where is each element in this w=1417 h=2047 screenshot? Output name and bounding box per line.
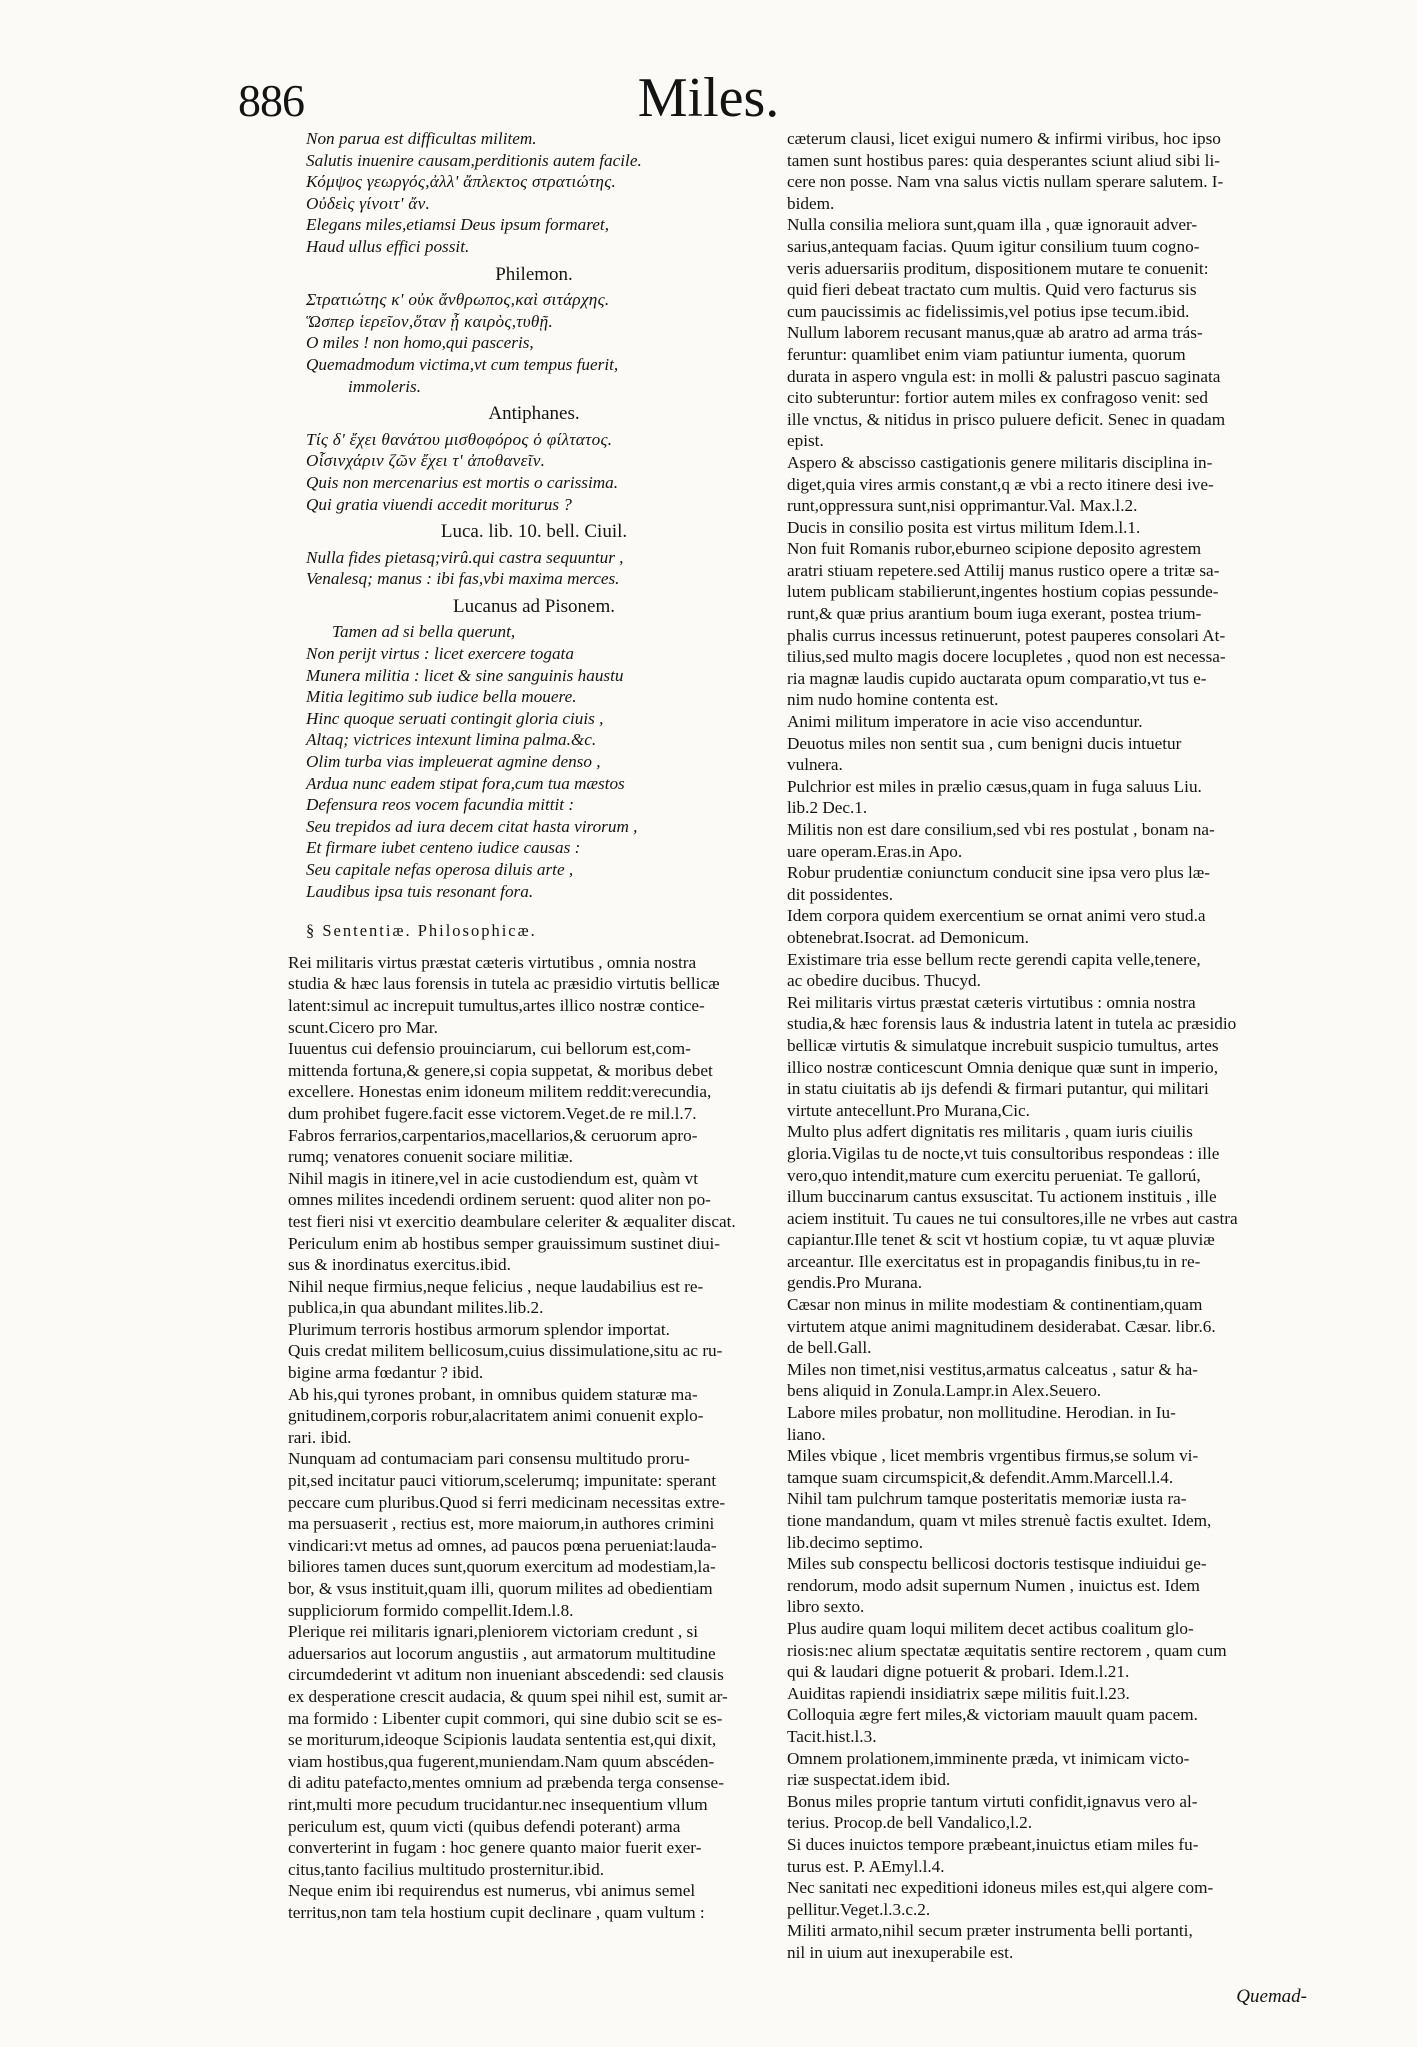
text-line: Omnem prolationem,imminente præda, vt inimicam victo- bbox=[787, 1748, 1190, 1768]
text-line: Bonus miles proprie tantum virtuti confidit,ignavus vero al- bbox=[787, 1791, 1198, 1811]
greek-line: Κόμψος γεωργός,ἀλλ' ἄπλεκτος στρατιώτης. bbox=[306, 172, 617, 192]
text-line: Quis credat militem bellicosum,cuius dissimulatione,situ ac ru- bbox=[288, 1341, 723, 1361]
lucan-heading: Luca. lib. 10. bell. Ciuil. bbox=[440, 521, 628, 543]
text-line: vindicari:vt metus ad omnes, ad paucos pœna perueniat:lauda- bbox=[288, 1535, 717, 1555]
text-line: tione mandandum, quam vt miles strenuè factis exultet. Idem, bbox=[787, 1511, 1212, 1530]
text-line: Auiditas rapiendi insidiatrix sæpe militis fuit.l.23. bbox=[787, 1683, 1130, 1703]
right-column bbox=[787, 128, 1305, 1963]
text-line: Tacit.hist.l.3. bbox=[787, 1726, 877, 1746]
text-line: qui & laudari digne potuerit & probari. Idem.l.21. bbox=[787, 1662, 1130, 1682]
text-line: Existimare tria esse bellum recte gerendi capita velle,tenere, bbox=[787, 949, 1201, 969]
greek-line: Ὥσπερ ἱερεῖον,ὅταν ᾖ καιρὸς,τυθῇ. bbox=[306, 311, 554, 331]
text-line: bellicæ virtutis & simulatque increbuit suspicio tumultus, artes bbox=[787, 1035, 1219, 1055]
text-line: bor, & vsus instituit,quam illi, quorum milites ad obedientiam bbox=[288, 1579, 713, 1598]
text-line: cito subteruntur: fortior autem miles ex confragoso venit: sed bbox=[787, 388, 1208, 408]
text-line: suppliciorum formido compellit.Idem.l.8. bbox=[288, 1600, 574, 1620]
text-line: ma persuaserit , rectius est, more maiorum,in authores crimini bbox=[288, 1514, 715, 1534]
verse-line: Olim turba vias impleuerat agmine denso , bbox=[306, 752, 601, 772]
text-line: turus est. P. AEmyl.l.4. bbox=[787, 1856, 945, 1876]
text-line: studia & hæc laus forensis in tutela ac præsidio virtutis bellicæ bbox=[288, 974, 720, 994]
verse-line: Hinc quoque seruati contingit gloria ciuis , bbox=[306, 708, 604, 728]
text-line: Labore miles probatur, non mollitudine. Herodian. in Iu- bbox=[787, 1403, 1176, 1423]
verse-line: O miles ! non homo,qui pasceris, bbox=[306, 333, 534, 353]
text-line: territus,non tam tela hostium cupit declinare , quam vultum : bbox=[288, 1902, 705, 1922]
text-line: lutem publicam stabilierunt,ingentes hostium copias pessunde- bbox=[787, 582, 1219, 602]
text-line: citus,tanto facilius multitudo prosternitur.ibid. bbox=[288, 1859, 605, 1879]
text-line: se moriturum,ideoque Scipionis laudata sententia est,qui dixit, bbox=[288, 1730, 717, 1750]
text-line: durata in aspero vngula est: in molli & palustri pascuo saginata bbox=[787, 366, 1221, 386]
greek-line: Οὐδεὶς γίνοιτ' ἄν. bbox=[306, 193, 431, 213]
text-line: pit,sed incitatur pauci vitiorum,scelerumq; impunitate: sperant bbox=[288, 1471, 717, 1491]
text-line: Nihil magis in itinere,vel in acie custodiendum est, quàm vt bbox=[288, 1168, 699, 1188]
text-line: omnes milites incedendi ordinem seruent: quod aliter non po- bbox=[288, 1190, 711, 1210]
text-line: Pulchrior est miles in prælio cæsus,quam in fuga saluus Liu. bbox=[787, 776, 1202, 796]
text-line: riosis:nec alium spectatæ æquitatis sentire rectorem , quam cum bbox=[787, 1640, 1227, 1660]
greek-line: Οἷσινχάριν ζῶν ἔχει τ' ἀποθανεῖν. bbox=[306, 451, 546, 471]
text-line: ex desperatione crescit audacia, & quum spei nihil est, sumit ar- bbox=[288, 1686, 728, 1706]
text-line: terius. Procop.de bell Vandalico,l.2. bbox=[787, 1813, 1033, 1833]
text-line: dit possidentes. bbox=[787, 884, 893, 904]
verse-line: Ardua nunc eadem stipat fora,cum tua mæstos bbox=[306, 773, 625, 793]
verse-line: Nulla fides pietasq;virû.qui castra sequuntur , bbox=[306, 547, 624, 567]
text-line: Nullum laborem recusant manus,quæ ab aratro ad arma trás- bbox=[787, 323, 1203, 343]
verse-intro bbox=[288, 128, 780, 258]
text-line: ma formido : Libenter cupit commori, qui sine dubio scit se es- bbox=[288, 1708, 723, 1728]
verse-line: Venalesq; manus : ibi fas,vbi maxima merces. bbox=[306, 569, 620, 589]
text-line: capiantur.Ille tenet & scit vt hostium copiæ, tu vt aquæ pluviæ bbox=[787, 1230, 1215, 1250]
text-line: diget,quia vires armis constant,q æ vbi a recto itinere desi ive- bbox=[787, 474, 1214, 494]
text-line: rint,multi more pecudum trucidantur.nec insequentium vllum bbox=[288, 1794, 708, 1814]
verse-line: Non perijt virtus : licet exercere togata bbox=[306, 644, 574, 664]
text-line: Robur prudentiæ coniunctum conducit sine ipsa vero plus læ- bbox=[787, 863, 1210, 883]
text-line: Miles non timet,nisi vestitus,armatus calceatus , satur & ha- bbox=[787, 1359, 1198, 1379]
text-line: ille vnctus, & nitidus in prisco puluere deficit. Senec in quadam bbox=[787, 409, 1226, 429]
text-line: latent:simul ac increpuit tumultus,artes illico nostræ contice- bbox=[288, 995, 705, 1015]
text-line: sus & inordinatus exercitus.ibid. bbox=[288, 1255, 511, 1275]
text-line: Animi militum imperatore in acie viso accenduntur. bbox=[787, 712, 1143, 732]
text-line: rari. ibid. bbox=[288, 1427, 352, 1447]
text-line: gnitudinem,corporis robur,alacritatem animi conuenit explo- bbox=[288, 1406, 704, 1426]
text-line: dum prohibet fugere.facit esse victorem.Veget.de re mil.l.7. bbox=[288, 1103, 697, 1123]
text-line: libro sexto. bbox=[787, 1597, 865, 1617]
text-line: virtutem atque animi magnitudinem desiderabat. Cæsar. libr.6. bbox=[787, 1316, 1216, 1336]
text-line: Rei militaris virtus præstat cæteris virtutibus , omnia nostra bbox=[288, 952, 697, 972]
antiphanes-heading: Antiphanes. bbox=[488, 403, 580, 425]
verse-line: Laudibus ipsa tuis resonant fora. bbox=[306, 881, 534, 901]
text-line: biliores tamen duces sunt,quorum exercitum ad modestiam,la- bbox=[288, 1557, 716, 1577]
text-line: ria magnæ laudis cupido auctarata opum comparatio,vt tus e- bbox=[787, 668, 1207, 688]
section-title: § Sententiæ. Philosophicæ. bbox=[306, 921, 537, 941]
philemon-heading: Philemon. bbox=[495, 263, 573, 285]
verse-line: Et firmare iubet centeno iudice causas : bbox=[306, 838, 581, 858]
text-line: ac obedire ducibus. Thucyd. bbox=[787, 971, 981, 991]
text-line: illum buccinarum cantus exsuscitat. Tu actionem instituis , ille bbox=[787, 1187, 1217, 1207]
text-line: runt,oppressura sunt,nisi opprimantur.Val. Max.l.2. bbox=[787, 496, 1138, 516]
verse-line: Defensura reos vocem facundia mittit : bbox=[306, 795, 575, 815]
text-line: liano. bbox=[787, 1424, 826, 1444]
text-line: converterint in fugam : hoc genere quanto maior fuerit exer- bbox=[288, 1838, 702, 1858]
text-line: publica,in qua abundant milites.lib.2. bbox=[288, 1298, 544, 1318]
text-line: Neque enim ibi requirendus est numerus, vbi animus semel bbox=[288, 1881, 696, 1901]
verse-line: Elegans miles,etiamsi Deus ipsum formaret, bbox=[306, 215, 609, 235]
text-line: de bell.Gall. bbox=[787, 1338, 872, 1358]
text-line: Nunquam ad contumaciam pari consensu multitudo proru- bbox=[288, 1449, 690, 1469]
text-line: studia,& hæc forensis laus & industria latent in tutela ac præsidio bbox=[787, 1014, 1237, 1034]
text-line: mittenda fortuna,& genere,si copia suppetat, & moribus debet bbox=[288, 1060, 713, 1080]
text-line: rumq; venatores conuenit sociare militiæ. bbox=[288, 1147, 573, 1167]
verse-line: Quis non mercenarius est mortis o carissima. bbox=[306, 472, 619, 492]
text-line: Fabros ferrarios,carpentarios,macellarios,& ceruorum apro- bbox=[288, 1125, 698, 1145]
text-line: lib.2 Dec.1. bbox=[787, 798, 868, 818]
text-line: obtenebrat.Isocrat. ad Demonicum. bbox=[787, 927, 1029, 947]
text-line: test fieri nisi vt exercitio deambulare celeriter & æqualiter discat. bbox=[288, 1211, 736, 1231]
text-line: cæterum clausi, licet exigui numero & infirmi viribus, hoc ipso bbox=[787, 129, 1221, 148]
text-line: viam hostibus,qua fugerent,muniendam.Nam quum abscéden- bbox=[288, 1751, 715, 1771]
text-line: lib.decimo septimo. bbox=[787, 1532, 924, 1552]
text-line: peccare cum pluribus.Quod si ferri medicinam necessitas extre- bbox=[288, 1492, 726, 1512]
text-line: scunt.Cicero pro Mar. bbox=[288, 1017, 438, 1037]
text-line: vero,quo intendit,mature cum exercitu perueniat. Te gallorú, bbox=[787, 1165, 1201, 1185]
verse-line: immoleris. bbox=[348, 376, 422, 396]
text-line: runt,& quæ prius arantium boum iuga exerant, postea trium- bbox=[787, 604, 1202, 624]
text-line: excellere. Honestas enim idoneum militem reddit:verecundia, bbox=[288, 1082, 712, 1102]
text-line: quid fieri debeat tractato cum multis. Quid vero facturus sis bbox=[787, 280, 1197, 300]
prose-block bbox=[787, 128, 1305, 1963]
text-line: di aditu patefacto,mentes omnium ad præbenda terga consense- bbox=[288, 1773, 724, 1793]
text-line: sarius,antequam facias. Quum igitur consilium tuum cogno- bbox=[787, 236, 1200, 256]
text-line: circumdederint vt aditum non inueniant abscedendi: sed clausis bbox=[288, 1665, 724, 1685]
text-line: Plurimum terroris hostibus armorum splendor importat. bbox=[288, 1319, 670, 1339]
greek-line: Τίς δ' ἔχει θανάτου μισθοφόρος ὁ φίλτατος. bbox=[306, 429, 613, 449]
text-line: Aspero & abscisso castigationis genere militaris disciplina in- bbox=[787, 452, 1213, 472]
text-line: in statu ciuitatis ab ijs defendi & firmari putantur, qui militari bbox=[787, 1079, 1209, 1099]
text-line: gendis.Pro Murana. bbox=[787, 1273, 923, 1293]
text-line: cere non posse. Nam vna salus victis nullam sperare salutem. I- bbox=[787, 172, 1224, 192]
text-line: Nihil neque firmius,neque felicius , neque laudabilius est re- bbox=[288, 1276, 704, 1296]
text-line: Miles vbique , licet membris vrgentibus firmus,se solum vi- bbox=[787, 1446, 1199, 1466]
text-line: Rei militaris virtus præstat cæteris virtutibus : omnia nostra bbox=[787, 992, 1196, 1012]
text-line: Miles sub conspectu bellicosi doctoris testisque indiuidui ge- bbox=[787, 1554, 1207, 1574]
running-head: Miles. bbox=[637, 67, 780, 129]
verse-line: Qui gratia viuendi accedit moriturus ? bbox=[306, 494, 572, 514]
text-line: Iuuentus cui defensio prouinciarum, cui bellorum est,com- bbox=[288, 1039, 691, 1059]
text-line: Multo plus adfert dignitatis res militaris , quam iuris ciuilis bbox=[787, 1122, 1193, 1142]
piso-heading: Lucanus ad Pisonem. bbox=[452, 595, 615, 617]
text-line: Nec sanitati nec expeditioni idoneus miles est,qui algere com- bbox=[787, 1878, 1214, 1898]
catchword: Quemad- bbox=[1236, 1986, 1307, 2007]
text-line: Deuotus miles non sentit sua , cum benigni ducis intuetur bbox=[787, 733, 1182, 753]
text-line: phalis currus incessus retinuerunt, potest pauperes consolari At- bbox=[787, 625, 1226, 645]
text-line: rendorum, modo adsit supernum Numen , inuictus est. Idem bbox=[787, 1575, 1200, 1595]
text-line: nil in uium aut inexuperabile est. bbox=[787, 1942, 1014, 1962]
text-line: riæ suspectat.idem ibid. bbox=[787, 1770, 951, 1790]
text-line: aratri stiuam repetere.sed Attilij manus rustico opere a tritæ sa- bbox=[787, 560, 1220, 580]
text-line: Ab his,qui tyrones probant, in omnibus quidem staturæ ma- bbox=[288, 1384, 698, 1404]
text-line: feruntur: quamlibet enim viam patiuntur iumenta, quorum bbox=[787, 344, 1186, 364]
text-line: uare operam.Eras.in Apo. bbox=[787, 841, 963, 861]
text-line: Nihil tam pulchrum tamque posteritatis memoriæ iusta ra- bbox=[787, 1489, 1187, 1509]
verse-line: Seu trepidos ad iura decem citat hasta virorum , bbox=[306, 816, 638, 836]
text-line: Nulla consilia meliora sunt,quam illa , quæ ignorauit adver- bbox=[787, 215, 1198, 235]
text-line: Militi armato,nihil secum præter instrumenta belli portanti, bbox=[787, 1921, 1193, 1941]
verse-line: Altaq; victrices intexunt limina palma.&c. bbox=[306, 730, 597, 750]
text-line: epist. bbox=[787, 431, 824, 451]
text-line: tamen sunt hostibus pares: quia desperantes sciunt aliud sibi li- bbox=[787, 150, 1220, 170]
verse-line: Quemadmodum victima,vt cum tempus fuerit, bbox=[306, 354, 619, 374]
text-line: virtute antecellunt.Pro Murana,Cic. bbox=[787, 1100, 1030, 1120]
left-column bbox=[288, 128, 780, 1924]
text-line: aduersarios aut locorum angustiis , aut armatorum multitudine bbox=[288, 1643, 716, 1663]
text-line: tilius,sed multo magis docere locupletes , quod non est necessa- bbox=[787, 647, 1226, 667]
verse-line: Haud ullus effici possit. bbox=[306, 236, 470, 256]
verse-line: Non parua est difficultas militem. bbox=[306, 129, 537, 148]
verse-line: Seu capitale nefas operosa diluis arte , bbox=[306, 860, 574, 879]
text-line: Idem corpora quidem exercentium se ornat animi vero stud.a bbox=[787, 906, 1206, 926]
text-line: Plerique rei militaris ignari,pleniorem victoriam credunt , si bbox=[288, 1622, 698, 1642]
text-line: Cæsar non minus in milite modestiam & continentiam,quam bbox=[787, 1295, 1203, 1315]
text-line: gloria.Vigilas tu de nocte,vt tuis consultoribus respondeas : ille bbox=[787, 1143, 1220, 1163]
text-line: Ducis in consilio posita est virtus militum Idem.l.1. bbox=[787, 517, 1141, 537]
text-line: arceantur. Ille exercitatus est in propagandis finibus,tu in re- bbox=[787, 1251, 1201, 1271]
text-line: bens aliquid in Zonula.Lampr.in Alex.Seuero. bbox=[787, 1381, 1102, 1401]
text-line: Si duces inuictos tempore præbeant,inuictus etiam miles fu- bbox=[787, 1834, 1199, 1854]
page-number: 886 bbox=[238, 75, 304, 126]
text-line: Militis non est dare consilium,sed vbi res postulat , bonam na- bbox=[787, 820, 1215, 839]
verse-line: Tamen ad si bella querunt, bbox=[332, 622, 516, 642]
verse-line: Mitia legitimo sub iudice bella mouere. bbox=[306, 687, 577, 707]
text-line: aciem instituit. Tu caues ne tui consultores,ille ne vrbes aut castra bbox=[787, 1208, 1238, 1228]
text-line: bigine arma fœdantur ? ibid. bbox=[288, 1363, 484, 1383]
text-line: pellitur.Veget.l.3.c.2. bbox=[787, 1899, 931, 1919]
text-line: Plus audire quam loqui militem decet actibus coalitum glo- bbox=[787, 1618, 1194, 1638]
text-line: Non fuit Romanis rubor,eburneo scipione deposito agrestem bbox=[787, 539, 1202, 559]
verse-line: Salutis inuenire causam,perditionis autem facile. bbox=[306, 150, 642, 170]
text-line: nim nudo homine contenta est. bbox=[787, 690, 999, 710]
text-line: veris aduersariis proditum, dispositionem mutare te conuenit: bbox=[787, 258, 1209, 278]
text-line: Periculum enim ab hostibus semper grauissimum sustinet diui- bbox=[288, 1233, 721, 1253]
prose-block bbox=[288, 952, 780, 1924]
text-line: vulnera. bbox=[787, 755, 843, 775]
text-line: cum paucissimis ac fidelissimis,vel potius ipse tecum.ibid. bbox=[787, 301, 1190, 321]
greek-line: Στρατιώτης κ' οὐκ ἄνθρωπος,καὶ σιτάρχης. bbox=[306, 290, 610, 310]
verse-line: Munera militia : licet & sine sanguinis haustu bbox=[306, 665, 624, 685]
text-line: Colloquia ægre fert miles,& victoriam mauult quam pacem. bbox=[787, 1705, 1198, 1725]
text-line: illico nostræ conticescunt Omnia denique quæ sunt in imperio, bbox=[787, 1057, 1219, 1077]
text-line: periculum est, quum victi (quibus defendi poterant) arma bbox=[288, 1816, 681, 1836]
text-line: bidem. bbox=[787, 193, 835, 213]
text-line: tamque suam circumspicit,& defendit.Amm.Marcell.l.4. bbox=[787, 1467, 1174, 1487]
